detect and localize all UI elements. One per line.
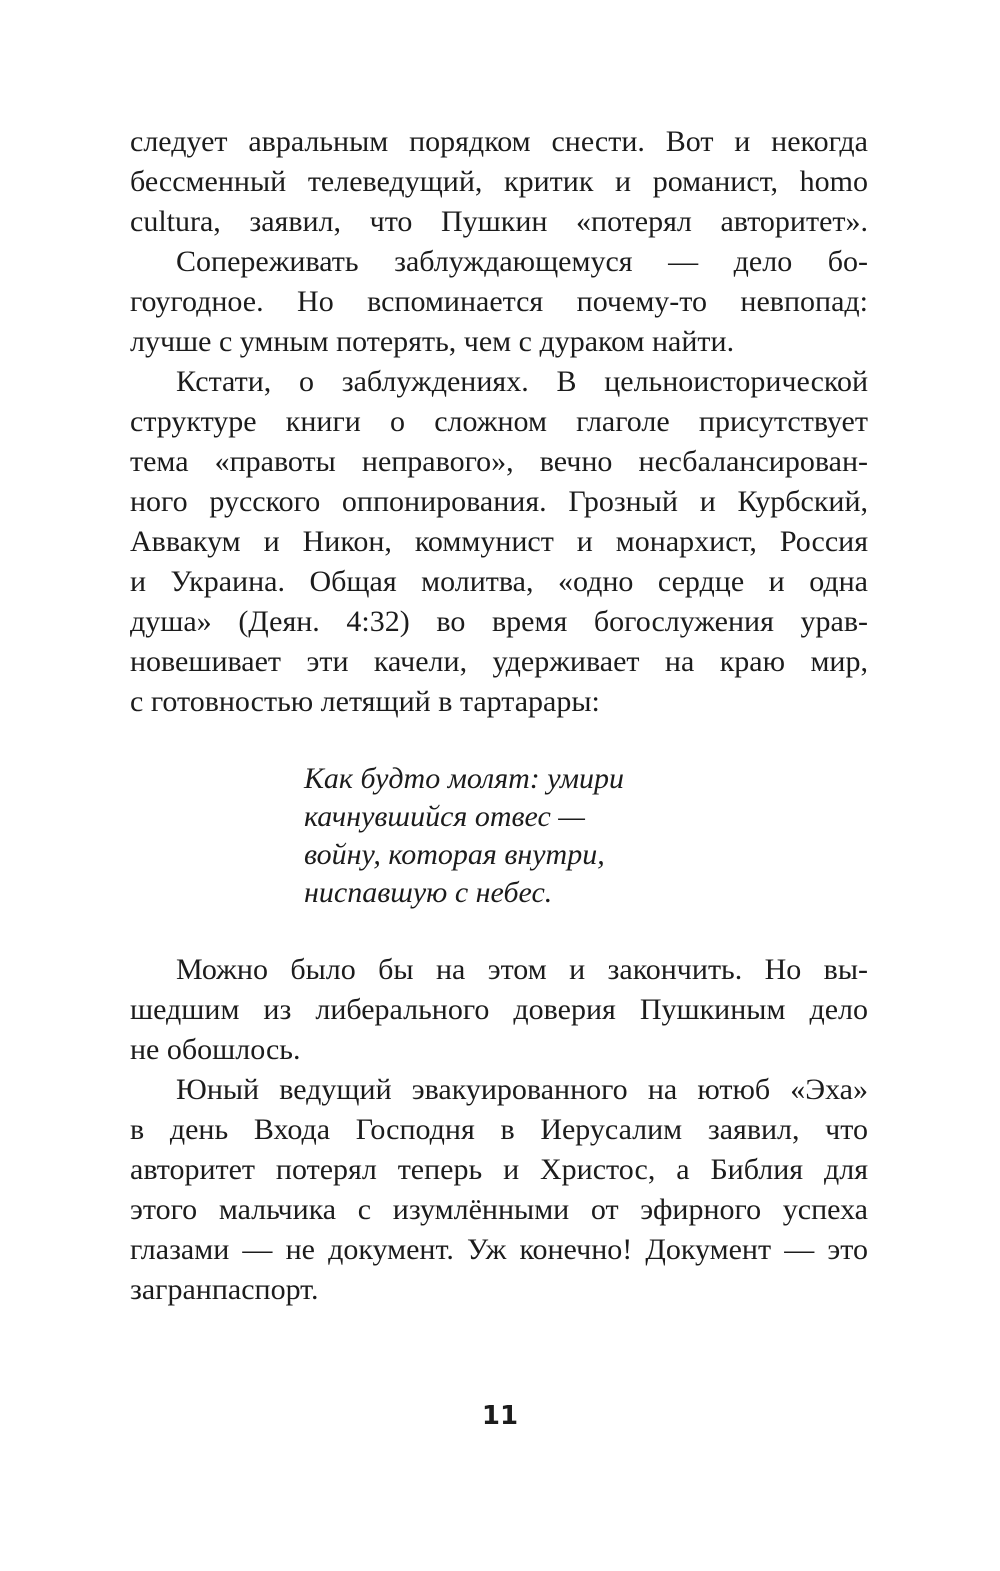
text-line: структуре книги о сложном глаголе присутствует	[130, 405, 868, 438]
poem-line: Как будто молят: умири	[304, 762, 625, 795]
text-line: авторитет потерял теперь и Христос, а Библия для	[130, 1153, 868, 1186]
text-line: Юный ведущий эвакуированного на ютюб «Эха»	[176, 1073, 868, 1106]
text-line: следует авральным порядком снести. Вот и некогда	[130, 125, 868, 158]
text-line: шедшим из либерального доверия Пушкиным дело	[130, 993, 868, 1026]
text-line: Можно было бы на этом и закончить. Но вы-	[176, 953, 868, 986]
text-line: тема «правоты неправого», вечно несбалансирован-	[130, 445, 868, 478]
poem-line: качнувшийся отвес —	[304, 800, 585, 833]
text-line: с готовностью летящий в тартарары:	[130, 685, 600, 718]
text-line: бессменный телеведущий, критик и романист, homo	[130, 165, 868, 198]
paragraph	[130, 362, 868, 722]
text-line: и Украина. Общая молитва, «одно сердце и одна	[130, 565, 868, 598]
paragraph	[130, 1070, 868, 1310]
book-page-text	[130, 122, 868, 1310]
text-line: Кстати, о заблуждениях. В цельноисторической	[176, 365, 868, 398]
poem-line: ниспавшую с небес.	[304, 876, 553, 909]
text-line: cultura, заявил, что Пушкин «потерял авторитет».	[130, 205, 868, 238]
text-line: душа» (Деян. 4:32) во время богослужения урав-	[130, 605, 868, 638]
page-number: 11	[481, 1401, 519, 1431]
text-line: Аввакум и Никон, коммунист и монархист, Россия	[130, 525, 868, 558]
text-line: не обошлось.	[130, 1033, 301, 1066]
poem-line: войну, которая внутри,	[304, 838, 605, 871]
text-line: гоугодное. Но вспоминается почему-то невпопад:	[130, 285, 868, 318]
text-line: новешивает эти качели, удерживает на краю мир,	[130, 645, 868, 678]
poem-quote	[130, 760, 868, 912]
text-line: в день Входа Господня в Иерусалим заявил, что	[130, 1113, 868, 1146]
paragraph	[130, 950, 868, 1070]
text-line: загранпаспорт.	[130, 1273, 319, 1306]
text-line: глазами — не документ. Уж конечно! Документ — это	[130, 1233, 868, 1266]
paragraph	[130, 122, 868, 242]
text-line: лучше с умным потерять, чем с дураком найти.	[130, 325, 735, 358]
paragraph	[130, 242, 868, 362]
text-line: Сопереживать заблуждающемуся — дело бо-	[176, 245, 868, 278]
text-line: ного русского оппонирования. Грозный и Курбский,	[130, 485, 868, 518]
text-line: этого мальчика с изумлёнными от эфирного успеха	[130, 1193, 868, 1226]
